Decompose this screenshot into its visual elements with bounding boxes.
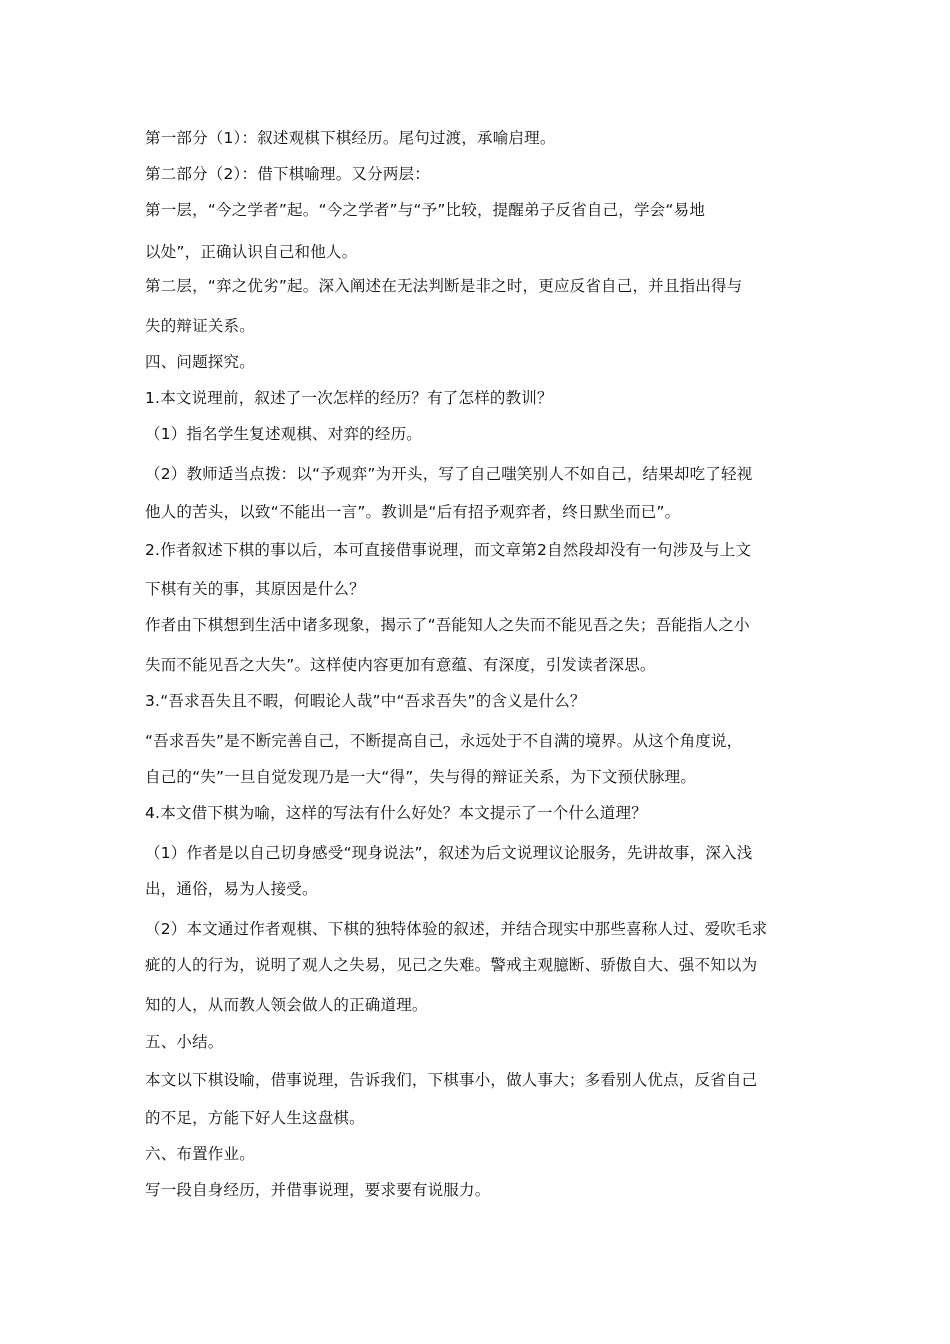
section-part-two: 第二部分（2）：借下棋喻理。又分两层：: [145, 165, 430, 183]
heading-homework: 六、布置作业。: [145, 1145, 255, 1163]
layer-one-line-1: 第一层，“今之学者”起。“今之学者”与“予”比较，提醒弟子反省自己，学会“易地: [145, 201, 706, 219]
answer-1-item-2-line-1: （2）教师适当点拨：以“予观弈”为开头，写了自己嗤笑别人不如自己，结果却吃了轻视: [145, 465, 753, 483]
heading-inquiry: 四、问题探究。: [145, 353, 255, 371]
answer-4-item-2-line-2: 疵的人的行为，说明了观人之失易，见己之失难。警戒主观臆断、骄傲自大、强不知以为: [145, 956, 758, 974]
answer-4-item-1-line-2: 出，通俗，易为人接受。: [145, 880, 318, 898]
answer-4-item-2-line-3: 知的人，从而教人领会做人的正确道理。: [145, 996, 428, 1014]
answer-1-item-1: （1）指名学生复述观棋、对弈的经历。: [145, 425, 422, 443]
section-part-one: 第一部分（1）：叙述观棋下棋经历。尾句过渡，承喻启理。: [145, 129, 556, 147]
question-4: 4.本文借下棋为喻，这样的写法有什么好处？本文提示了一个什么道理？: [145, 804, 647, 822]
question-2-line-1: 2.作者叙述下棋的事以后，本可直接借事说理，而文章第2自然段却没有一句涉及与上文: [145, 541, 752, 559]
answer-2-line-1: 作者由下棋想到生活中诸多现象，揭示了“吾能知人之失而不能见吾之失；吾能指人之小: [145, 616, 750, 634]
layer-two-line-1: 第二层，“弈之优劣”起。深入阐述在无法判断是非之时，更应反省自己，并且指出得与: [145, 277, 743, 295]
answer-3-line-2: 自己的“失”一旦自觉发现乃是一大“得”，失与得的辩证关系，为下文预伏脉理。: [145, 768, 697, 786]
question-1: 1.本文说理前，叙述了一次怎样的经历？有了怎样的教训？: [145, 389, 553, 407]
homework-text: 写一段自身经历，并借事说理，要求要有说服力。: [145, 1181, 491, 1199]
answer-1-item-2-line-2: 他人的苦头，以致“不能出一言”。教训是“后有招予观弈者，终日默坐而已”。: [145, 503, 681, 521]
summary-line-2: 的不足，方能下好人生这盘棋。: [145, 1109, 365, 1127]
heading-summary: 五、小结。: [145, 1033, 224, 1051]
layer-one-line-2: 以处”，正确认识自己和他人。: [145, 243, 358, 261]
question-2-line-2: 下棋有关的事，其原因是什么？: [145, 580, 365, 598]
layer-two-line-2: 失的辩证关系。: [145, 317, 255, 335]
answer-2-line-2: 失而不能见吾之大失”。这样使内容更加有意蕴、有深度，引发读者深思。: [145, 656, 656, 674]
answer-4-item-2-line-1: （2）本文通过作者观棋、下棋的独特体验的叙述，并结合现实中那些喜称人过、爱吹毛求: [145, 920, 768, 938]
question-3: 3.“吾求吾失且不暇，何暇论人哉”中“吾求吾失”的含义是什么？: [145, 692, 586, 710]
summary-line-1: 本文以下棋设喻，借事说理，告诉我们，下棋事小，做人事大；多看别人优点，反省自己: [145, 1071, 758, 1089]
answer-4-item-1-line-1: （1）作者是以自己切身感受“现身说法”，叙述为后文说理议论服务，先讲故事，深入浅: [145, 844, 753, 862]
answer-3-line-1: “吾求吾失”是不断完善自己，不断提高自己，永远处于不自满的境界。从这个角度说，: [145, 732, 743, 750]
